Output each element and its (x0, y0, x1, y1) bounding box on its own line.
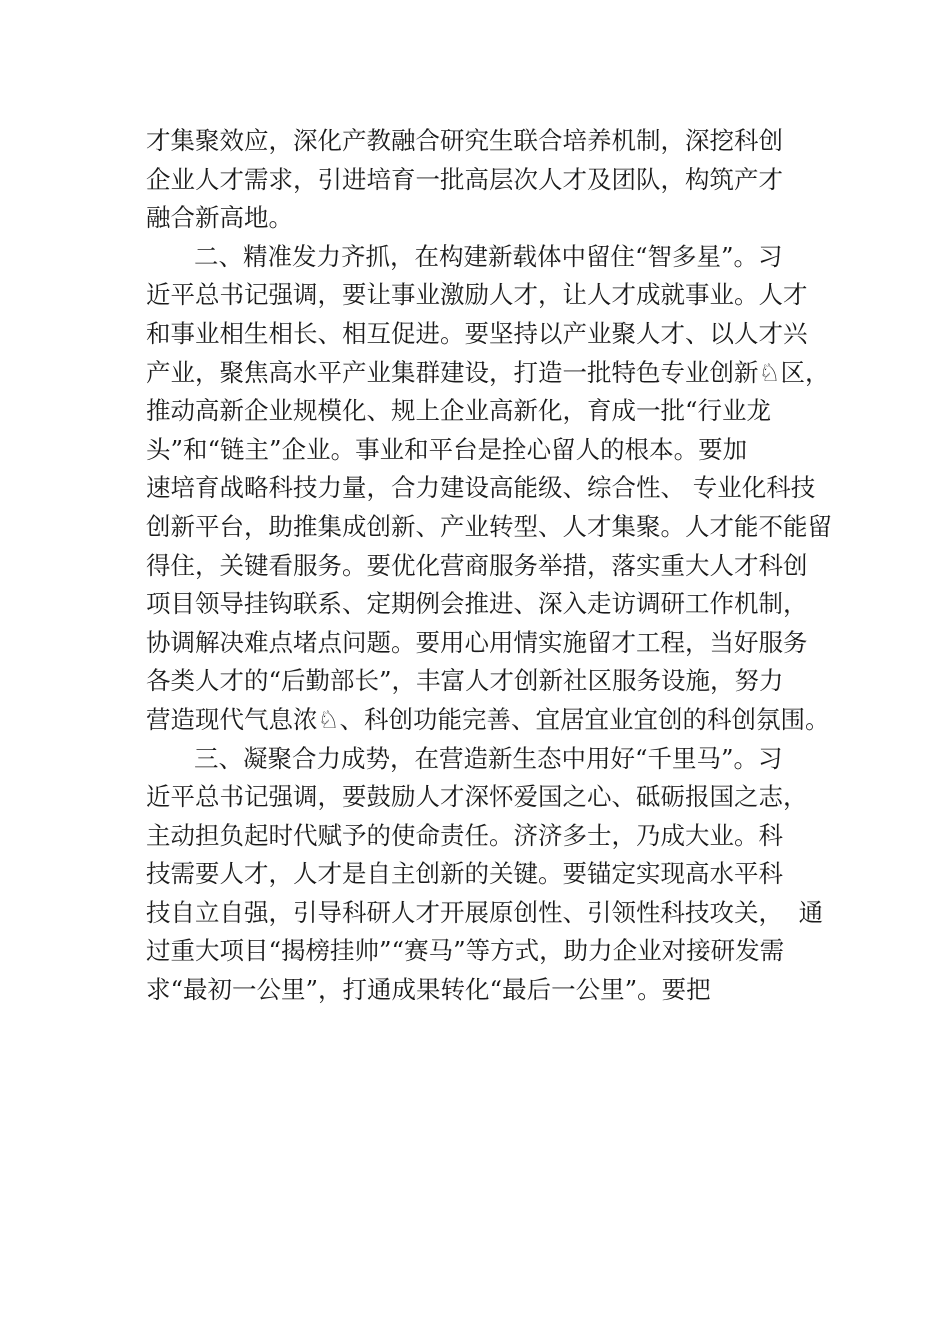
text-line: 主动担负起时代赋予的使命责任。济济多士，乃成大业。科 (146, 820, 783, 850)
text-line: 协调解决难点堵点问题。要用心用情实施留才工程，当好服务 (146, 627, 808, 657)
text-line: 各类人才的“后勤部长”，丰富人才创新社区服务设施，努力 (146, 666, 784, 696)
text-line: 速培育战略科技力量，合力建设高能级、综合性、 专业化科技 (146, 473, 816, 503)
text-line: 技需要人才，人才是自主创新的关键。要锚定实现高水平科 (146, 859, 783, 889)
text-line: 得住，关键看服务。要优化营商服务举措，落实重大人才科创 (146, 550, 808, 580)
text-line: 产业，聚焦高水平产业集群建设，打造一批特色专业创新♘区， (146, 357, 830, 387)
text-line: 才集聚效应，深化产教融合研究生联合培养机制，深挖科创 (146, 126, 783, 155)
text-line: 创新平台，助推集成创新、产业转型、人才集聚。人才能不能留 (146, 511, 832, 541)
text-line: 过重大项目“揭榜挂帅”“赛马”等方式，助力企业对接研发需 (146, 936, 785, 966)
text-line: 项目领导挂钩联系、定期例会推进、深入走访调研工作机制， (146, 589, 808, 619)
text-line: 营造现代气息浓♘、科创功能完善、宜居宜业宜创的科创氛围。 (146, 704, 830, 734)
text-line: 头”和“链主”企业。事业和平台是拴心留人的根本。要加 (146, 434, 748, 464)
text-line: 企业人才需求，引进培育一批高层次人才及团队，构筑产才 (146, 164, 783, 194)
text-line: 推动高新企业规模化、规上企业高新化，育成一批“行业龙 (146, 396, 772, 426)
body-text (146, 122, 846, 1010)
text-line: 近平总书记强调，要让事业激励人才，让人才成就事业。人才 (146, 280, 808, 310)
text-line: 近平总书记强调，要鼓励人才深怀爱国之心、砥砺报国之志， (146, 782, 808, 812)
section-heading-line: 二、精准发力齐抓，在构建新载体中留住“智多星”。习 (194, 241, 783, 271)
section-heading-line: 三、凝聚合力成势，在营造新生态中用好“千里马”。习 (194, 743, 783, 773)
text-line: 技自立自强，引导科研人才开展原创性、引领性科技攻关， 通 (146, 897, 824, 927)
text-line: 和事业相生相长、相互促进。要坚持以产业聚人才、以人才兴 (146, 318, 808, 348)
text-line: 求“最初一公里”，打通成果转化“最后一公里”。要把 (146, 975, 711, 1005)
text-line: 融合新高地。 (146, 203, 293, 233)
